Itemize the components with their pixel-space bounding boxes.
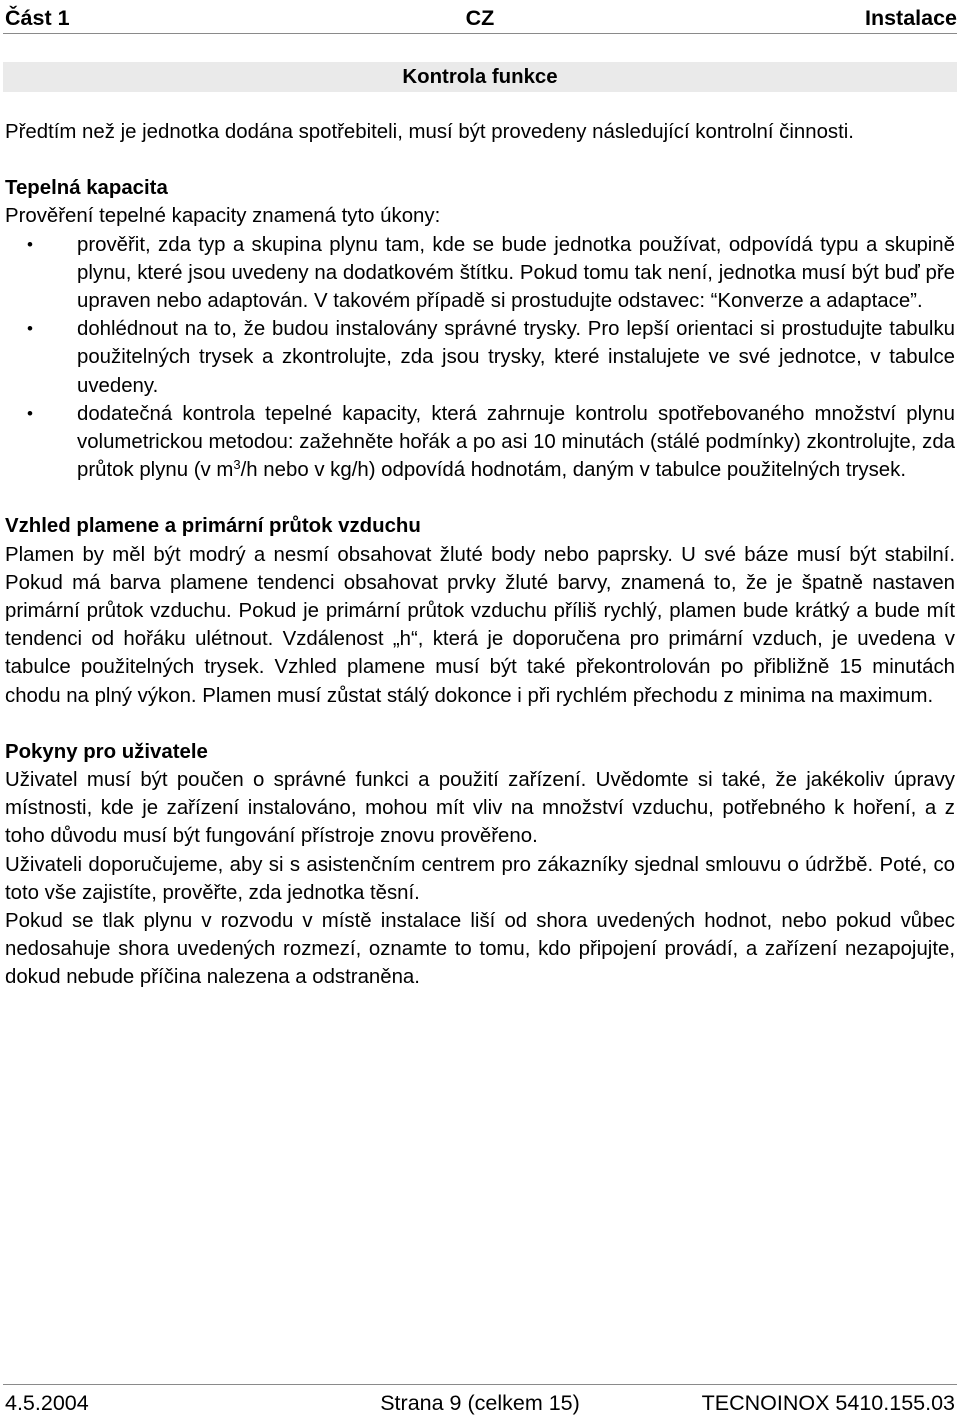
list-item: [5, 400, 955, 485]
list-item-text: dodatečná kontrola tepelné kapacity, která zahrnuje kontrolu spotřebovaného množství plynu volumetrickou metodou: zažehněte hořák a po asi 10 minutách (stálé podmínky) zkontrolujte, zda průtok plynu (v m: [77, 402, 955, 482]
list-item-text: /h nebo v kg/h) odpovídá hodnotám, daným v tabulce použitelných trysek.: [240, 459, 906, 482]
footer-document-id: TECNOINOX 5410.155.03: [701, 1391, 955, 1415]
list-item: • prověřit, zda typ a skupina plynu tam, kde se bude jednotka používat, odpovídá typu a skupině plynu, které jsou uvedeny na dodatkovém štítku. Pokud tomu tak není, jednotka musí být buď pře upraven nebo adaptován. V takovém případě si prostudujte odstavec: “Konverze a adaptace”.: [5, 231, 955, 316]
list-item: • dohlédnout na to, že budou instalovány správné trysky. Pro lepší orientaci si prostudujte tabulku použitelných trysek a zkontrolujte, zda jsou trysky, které instalujete ve své jednotce, v tabulce uvedeny.: [5, 315, 955, 400]
spacer: [5, 484, 955, 512]
heat-capacity-lead: Prověření tepelné kapacity znamená tyto úkony:: [5, 205, 441, 228]
header-part: Část 1: [5, 6, 70, 30]
spacer: [5, 710, 955, 738]
page-title: Kontrola funkce: [3, 62, 957, 92]
user-instructions-heading: Pokyny pro uživatele: [5, 740, 208, 763]
user-paragraph: Uživateli doporučujeme, aby si s asistenčním centrem pro zákazníky sjednal smlouvu o údržbě. Poté, co toto vše zajistíte, prověřte, zda jednotka těsní.: [5, 853, 955, 904]
flame-paragraph: Plamen by měl být modrý a nesmí obsahovat žluté body nebo paprsky. U své báze musí být stabilní. Pokud má barva plamene tendenci obsahovat prvky žluté barvy, znamená to, že je špatně nastaven primární průtok vzduchu. Pokud je primární průtok vzduchu příliš rychlý, plamen bude krátký a bude mít tendenci od hořáku ulétnout. Vzdálenost „h“, která je doporučena pro primární vzduch, je uvedena v tabulce použitelných trysek. Vzhled plamene musí být také překontrolován po přibližně 15 minutách chodu na plný výkon. Plamen musí zůstat stálý dokonce i při rychlém přechodu z minima na maximum.: [5, 543, 955, 707]
user-paragraph: Uživatel musí být poučen o správné funkci a použití zařízení. Uvědomte si také, že jakékoliv úpravy místnosti, kde je zařízení instalováno, mohou mít vliv na množství vzduchu, potřebného k hoření, a z toho důvodu musí být fungování přístroje znovu prověřeno.: [5, 769, 955, 848]
header-section: Instalace: [864, 6, 957, 30]
flame-heading: Vzhled plamene a primární průtok vzduchu: [5, 515, 421, 538]
document-body: [5, 118, 955, 992]
user-paragraph: Pokud se tlak plynu v rozvodu v místě instalace liší od shora uvedených hodnot, nebo pokud vůbec nedosahuje shora uvedených rozmezí, oznamte to tomu, kdo připojení provádí, a zařízení nezapojujte, dokud nebude příčina nalezena a odstraněna.: [5, 910, 955, 989]
heat-capacity-heading: Tepelná kapacita: [5, 177, 168, 200]
heat-capacity-list: [5, 231, 955, 485]
intro-paragraph: Předtím než je jednotka dodána spotřebiteli, musí být provedeny následující kontrolní činnosti.: [5, 121, 854, 143]
footer-date: 4.5.2004: [5, 1391, 89, 1415]
page-header: [3, 3, 957, 34]
page-footer: [3, 1384, 957, 1419]
spacer: [5, 146, 955, 174]
header-language: CZ: [465, 6, 495, 30]
footer-page-number: Strana 9 (celkem 15): [380, 1391, 580, 1415]
superscript: 3: [233, 457, 241, 473]
